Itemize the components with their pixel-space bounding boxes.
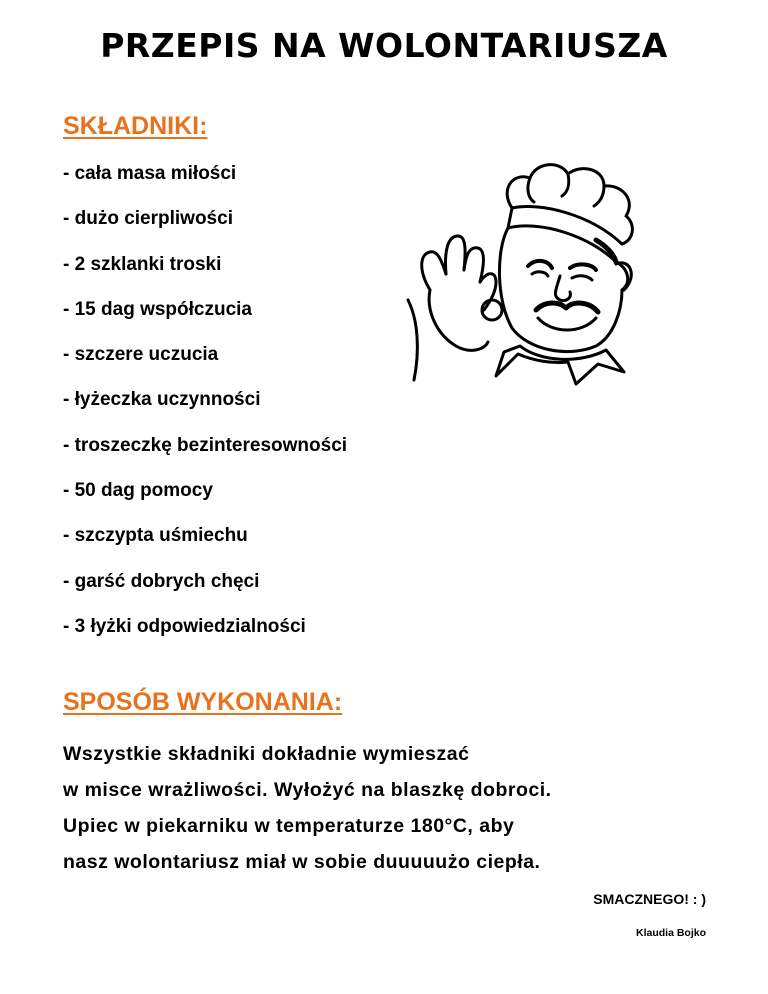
ingredient-item: - garść dobrych chęci bbox=[63, 570, 260, 592]
ingredient-item: - 2 szklanki troski bbox=[63, 253, 222, 275]
page-title: PRZEPIS NA WOLONTARIUSZA bbox=[100, 26, 668, 65]
ingredient-item: - szczere uczucia bbox=[63, 344, 219, 366]
author-name: Klaudia Bojko bbox=[635, 927, 706, 939]
ingredients-heading: SKŁADNIKI: bbox=[63, 112, 208, 140]
ingredients-list bbox=[63, 162, 347, 660]
ingredient-item: - 50 dag pomocy bbox=[63, 480, 213, 502]
chef-illustration bbox=[400, 150, 670, 390]
ingredient-item: - szczypta uśmiechu bbox=[63, 525, 248, 547]
ingredient-item: - 15 dag współczucia bbox=[63, 298, 252, 320]
method-line: w misce wrażliwości. Wyłożyć na blaszkę dobroci. bbox=[63, 779, 552, 801]
ingredient-item: - troszeczkę bezinteresowności bbox=[63, 434, 348, 456]
ingredient-item: - dużo cierpliwości bbox=[63, 208, 233, 230]
closing-text: SMACZNEGO! : ) bbox=[593, 891, 706, 907]
method-heading: SPOSÓB WYKONANIA: bbox=[63, 688, 343, 716]
method-line: Wszystkie składniki dokładnie wymieszać bbox=[63, 743, 470, 765]
method-line: Upiec w piekarniku w temperaturze 180°C, aby bbox=[63, 815, 515, 837]
ingredient-item: - 3 łyżki odpowiedzialności bbox=[63, 615, 306, 637]
method-line: nasz wolontariusz miał w sobie duuuuużo ciepła. bbox=[63, 851, 541, 873]
ingredient-item: - łyżeczka uczynności bbox=[63, 389, 261, 411]
ingredient-item: - cała masa miłości bbox=[63, 163, 237, 184]
method-text bbox=[63, 736, 552, 880]
